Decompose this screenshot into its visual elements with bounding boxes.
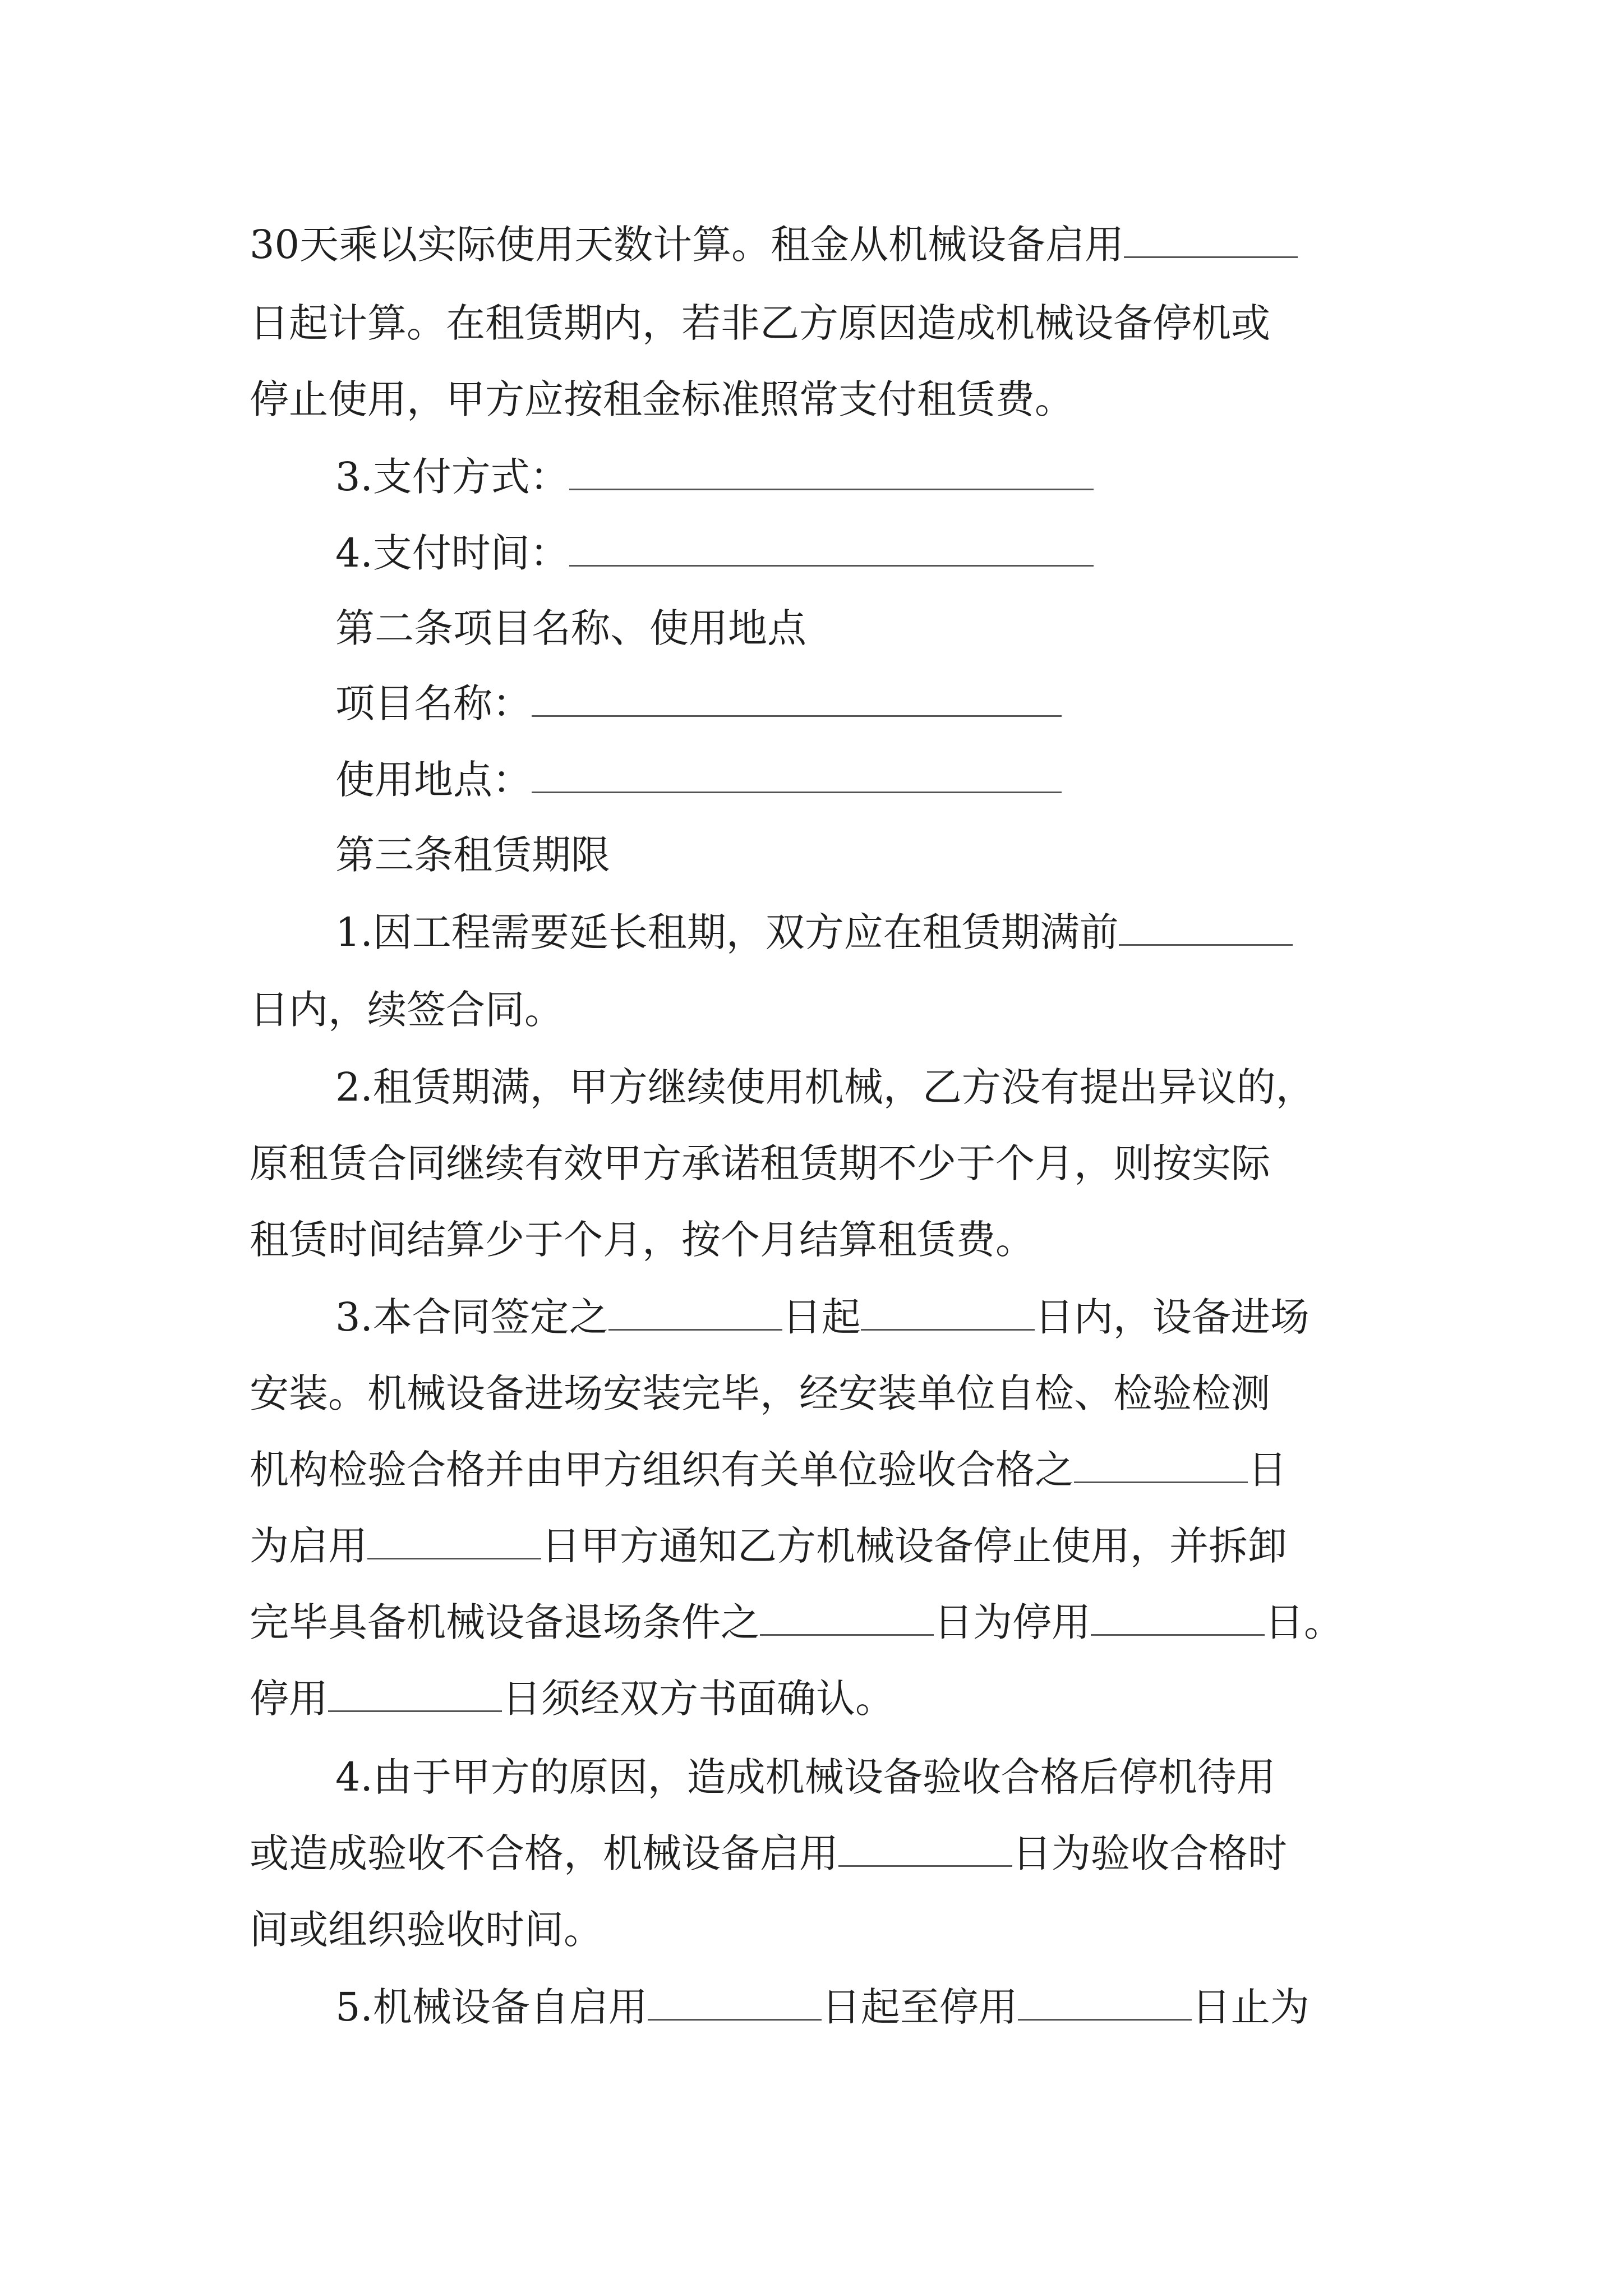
fill-blank[interactable]	[608, 1294, 782, 1331]
text-line	[250, 206, 1394, 283]
project-name-blank[interactable]	[532, 680, 1062, 717]
section-heading	[335, 817, 1479, 893]
payment-method-blank[interactable]	[569, 453, 1094, 490]
text-line	[250, 1202, 1394, 1278]
text-segment: 日起计算。在租赁期内，若非乙方原因造成机械设备停机或	[250, 300, 1270, 346]
project-name-label: 项目名称：	[335, 680, 532, 726]
text-segment: 第二条项目名称、使用地点	[335, 605, 806, 651]
fill-blank[interactable]	[367, 1522, 541, 1559]
fill-blank[interactable]	[648, 1984, 822, 2021]
text-line	[250, 1815, 1394, 1892]
text-segment: 日止为	[1191, 1984, 1310, 2030]
text-line	[250, 1660, 1394, 1737]
text-line	[250, 1584, 1394, 1660]
text-segment: 2.租赁期满，甲方继续使用机械，乙方没有提出异议的，	[335, 1064, 1315, 1110]
fill-blank[interactable]	[1091, 1599, 1265, 1636]
text-segment: 间或组织验收时间。	[250, 1907, 603, 1953]
text-line	[335, 665, 1479, 742]
text-line	[335, 1969, 1479, 2045]
fill-blank[interactable]	[838, 1830, 1012, 1867]
fill-blank[interactable]	[1124, 221, 1298, 258]
text-line	[250, 1125, 1394, 1202]
text-segment: 1.因工程需要延长租期，双方应在租赁期满前	[335, 909, 1119, 955]
text-segment: 或造成验收不合格，机械设备启用	[250, 1830, 838, 1876]
text-segment: 完毕具备机械设备退场条件之	[250, 1599, 760, 1645]
text-segment: 日须经双方书面确认。	[502, 1676, 895, 1722]
fill-blank[interactable]	[1018, 1984, 1192, 2021]
text-line	[250, 1355, 1394, 1432]
text-segment: 日内，续签合同。	[250, 987, 564, 1033]
fill-blank[interactable]	[1074, 1446, 1248, 1483]
text-line	[250, 361, 1394, 438]
fill-blank[interactable]	[760, 1599, 934, 1636]
text-segment: 原租赁合同继续有效甲方承诺租赁期不少于个月，则按实际	[250, 1140, 1270, 1186]
text-line	[335, 1279, 1479, 1355]
payment-time-blank[interactable]	[569, 530, 1094, 567]
text-segment: 为启用	[250, 1523, 367, 1569]
text-segment: 租赁时间结算少于个月，按个月结算租赁费。	[250, 1217, 1035, 1263]
text-line	[335, 1739, 1479, 1815]
text-segment: 停用	[250, 1676, 328, 1722]
text-segment: 日起至停用	[821, 1984, 1018, 2030]
text-line	[250, 285, 1394, 361]
fill-blank[interactable]	[1119, 909, 1293, 946]
text-line	[250, 1892, 1394, 1968]
text-segment: 日甲方通知乙方机械设备停止使用，并拆卸	[541, 1523, 1287, 1569]
text-segment: 日为验收合格时	[1012, 1830, 1287, 1876]
text-segment: 停止使用，甲方应按租金标准照常支付租赁费。	[250, 376, 1074, 422]
fill-blank[interactable]	[861, 1294, 1035, 1331]
text-line	[250, 1508, 1394, 1584]
text-segment: 日内，设备进场	[1034, 1294, 1310, 1340]
text-segment: 第三条租赁期限	[335, 832, 610, 878]
payment-method-label: 3.支付方式：	[335, 454, 569, 500]
text-segment: 机构检验合格并由甲方组织有关单位验收合格之	[250, 1447, 1074, 1493]
usage-location-blank[interactable]	[532, 756, 1062, 793]
fill-blank[interactable]	[328, 1675, 502, 1712]
text-segment: 5.机械设备自启用	[335, 1984, 648, 2030]
text-line	[250, 1432, 1394, 1508]
text-line	[335, 742, 1479, 818]
text-segment: 3.本合同签定之	[335, 1294, 608, 1340]
text-segment: 日为停用	[934, 1599, 1091, 1645]
text-segment: 30天乘以实际使用天数计算。租金从机械设备启用	[250, 222, 1124, 268]
text-segment: 安装。机械设备进场安装完毕，经安装单位自检、检验检测	[250, 1370, 1270, 1416]
text-line	[250, 972, 1394, 1048]
text-segment: 4.由于甲方的原因，造成机械设备验收合格后停机待用	[335, 1754, 1276, 1800]
usage-location-label: 使用地点：	[335, 757, 532, 803]
text-segment: 日	[1248, 1447, 1287, 1493]
text-line	[335, 1049, 1479, 1125]
section-heading	[335, 590, 1479, 666]
text-segment: 日起	[782, 1294, 861, 1340]
text-line	[335, 515, 1479, 591]
text-segment: 日。	[1265, 1599, 1343, 1645]
payment-time-label: 4.支付时间：	[335, 530, 569, 576]
text-line	[335, 439, 1479, 515]
text-line	[335, 894, 1479, 970]
